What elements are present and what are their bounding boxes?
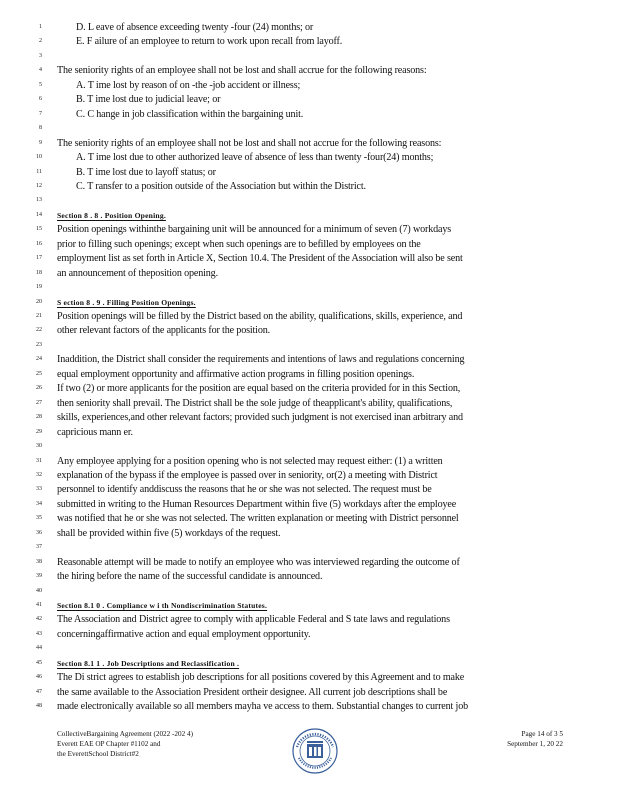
- footer-date: September 1, 20 22: [507, 740, 563, 748]
- document-line: [0, 642, 618, 655]
- document-line: [0, 382, 618, 395]
- line-text: equal employment opportunity and affirmative action programs in filling position openings.: [57, 368, 415, 380]
- line-text: the hiring before the name of the successful candidate is announced.: [57, 571, 323, 583]
- document-line: [0, 527, 618, 540]
- document-line: [0, 498, 618, 511]
- line-number: 36: [36, 529, 42, 536]
- document-line: [0, 122, 618, 135]
- line-text: other relevant factors of the applicants for the position.: [57, 325, 271, 337]
- line-number: 42: [36, 616, 42, 623]
- line-number: 28: [36, 414, 42, 421]
- document-line: [0, 686, 618, 699]
- line-number: 19: [36, 284, 42, 291]
- document-line: [0, 368, 618, 381]
- line-number: 12: [36, 182, 42, 189]
- line-number: 45: [36, 659, 42, 666]
- document-line: [0, 700, 618, 713]
- line-number: 14: [36, 211, 42, 218]
- line-number: 34: [36, 500, 42, 507]
- line-number: 2: [39, 38, 42, 45]
- document-line: [0, 512, 618, 525]
- line-number: 24: [36, 356, 42, 363]
- line-text: D. L eave of absence exceeding twenty -four (24) months; or: [76, 22, 314, 33]
- line-text: B. T ime lost due to judicial leave; or: [76, 94, 221, 106]
- document-line: [0, 108, 618, 121]
- document-line: [0, 180, 618, 193]
- document-line: [0, 324, 618, 337]
- line-number: 35: [36, 515, 42, 522]
- line-text: If two (2) or more applicants for the position are equal based on the criteria provided for in this Section,: [57, 383, 461, 395]
- footer-right: [507, 729, 563, 749]
- document-line: [0, 585, 618, 598]
- line-number: 30: [36, 443, 42, 450]
- document-line: [0, 166, 618, 179]
- line-text: personnel to identify anddiscuss the reasons that he or she was not selected. The request must be: [57, 484, 432, 496]
- document-line: [0, 223, 618, 236]
- line-text: C. C hange in job classification within the bargaining unit.: [76, 108, 304, 120]
- line-text: shall be provided within five (5) workdays of the request.: [57, 527, 281, 539]
- document-line: [0, 628, 618, 641]
- line-text: The Di strict agrees to establish job descriptions for all positions covered by this Agreement and to make: [57, 672, 465, 684]
- document-line: [0, 209, 618, 222]
- line-number: 39: [36, 573, 42, 580]
- line-number: 32: [36, 471, 42, 478]
- line-number: 48: [36, 703, 42, 710]
- line-number: 18: [36, 269, 42, 276]
- section-heading: S ection 8 . 9 . Filling Position Openings.: [57, 297, 196, 307]
- document-line: [0, 64, 618, 77]
- line-number: 4: [39, 67, 42, 74]
- line-number: 37: [36, 544, 42, 551]
- document-line: [0, 671, 618, 684]
- footer-district: the EverettSchool District#2: [57, 750, 139, 758]
- line-text: an announcement of theposition opening.: [57, 267, 218, 279]
- section-heading: Section 8.1 0 . Compliance w i th Nondiscrimination Statutes.: [57, 601, 268, 610]
- line-number: 33: [36, 486, 42, 493]
- line-number: 43: [36, 630, 42, 637]
- line-number: 10: [36, 154, 42, 161]
- line-text: Reasonable attempt will be made to notify an employee who was interviewed regarding the outcome of: [57, 556, 460, 568]
- line-number: 20: [36, 298, 42, 305]
- document-line: [0, 267, 618, 280]
- line-text: A. T ime lost due to other authorized leave of absence of less than twenty -four(24) months;: [76, 152, 434, 164]
- document-line: [0, 599, 618, 612]
- document-line: [0, 613, 618, 626]
- line-text: E. F ailure of an employee to return to work upon recall from layoff.: [76, 36, 343, 48]
- document-line: [0, 469, 618, 482]
- document-line: [0, 556, 618, 569]
- document-line: [0, 411, 618, 424]
- document-line: [0, 21, 618, 34]
- line-number: 47: [36, 688, 42, 695]
- line-number: 11: [36, 168, 42, 175]
- line-text: skills, experiences,and other relevant factors; provided such judgment is not exercised inan arbitrary and: [57, 412, 463, 424]
- document-line: [0, 310, 618, 323]
- line-text: capricious mann er.: [57, 426, 133, 438]
- document-line: [0, 541, 618, 554]
- line-text: was notified that he or she was not selected. The written explanation or meeting with District personnel: [57, 513, 459, 525]
- line-number: 41: [36, 602, 42, 608]
- line-number: 16: [36, 240, 42, 247]
- document-line: [0, 238, 618, 251]
- line-text: prior to filling such openings; except when such openings are to befilled by employees on the: [57, 238, 421, 250]
- footer-agreement-title: CollectiveBargaining Agreement (2022 -202 4): [57, 730, 193, 738]
- document-line: [0, 137, 618, 150]
- section-heading: Section 8 . 8 . Position Opening.: [57, 210, 166, 220]
- line-text: Position openings will be filled by the District based on the ability, qualifications, skills, experience, and: [57, 311, 463, 322]
- line-number: 27: [36, 399, 42, 406]
- document-line: [0, 339, 618, 352]
- line-number: 22: [36, 327, 42, 334]
- document-line: [0, 79, 618, 92]
- line-text: Any employee applying for a position opening who is not selected may request either: (1) a written: [57, 455, 443, 467]
- line-text: employment list as set forth in Article X, Section 10.4. The President of the Association will also be sent: [57, 253, 463, 265]
- line-number: 15: [36, 226, 42, 233]
- line-text: C. T ransfer to a position outside of the Association but within the District.: [76, 180, 366, 192]
- line-number: 8: [39, 125, 42, 132]
- footer-page-number: Page 14 of 3 5: [521, 730, 563, 738]
- line-number: 40: [36, 587, 42, 594]
- line-text: submitted in writing to the Human Resources Department within five (5) workdays after the employee: [57, 498, 457, 510]
- line-number: 38: [36, 558, 42, 565]
- line-text: The seniority rights of an employee shall not be lost and shall accrue for the following reasons:: [57, 65, 427, 77]
- line-number: 25: [36, 370, 42, 377]
- line-text: the same available to the Association President ortheir designee. All current job descriptions shall be: [57, 686, 448, 698]
- line-text: then seniority shall prevail. The District shall be the sole judge of theapplicant's ability, qualifications,: [57, 397, 453, 409]
- line-text: The seniority rights of an employee shall not be lost and shall not accrue for the following reasons:: [57, 137, 442, 149]
- document-line: [0, 296, 618, 309]
- line-text: concerningaffirmative action and equal employment opportunity.: [57, 628, 311, 640]
- document-line: [0, 353, 618, 366]
- section-heading: Section 8.1 1 . Job Descriptions and Reclassification .: [57, 658, 240, 668]
- line-text: The Association and District agree to comply with applicable Federal and S tate laws and regulations: [57, 614, 450, 626]
- line-number: 1: [39, 24, 42, 30]
- line-number: 23: [36, 341, 42, 348]
- line-number: 21: [36, 313, 42, 319]
- footer-chapter: Everett EAE OP Chapter #1102 and: [57, 740, 161, 748]
- line-number: 7: [39, 110, 42, 117]
- document-line: [0, 657, 618, 670]
- line-text: Position openings withinthe bargaining unit will be announced for a minimum of seven (7) workdays: [57, 224, 451, 236]
- document-line: [0, 426, 618, 439]
- document-line: [0, 483, 618, 496]
- footer-left: [57, 729, 193, 759]
- document-line: [0, 93, 618, 106]
- line-number: 5: [39, 81, 42, 88]
- document-line: [0, 440, 618, 453]
- line-number: 44: [36, 645, 42, 652]
- document-line: [0, 570, 618, 583]
- line-text: Inaddition, the District shall consider the requirements and intentions of laws and regulations concerning: [57, 354, 465, 366]
- line-text: made electronically available so all members mayha ve access to them. Substantial changes to current job: [57, 701, 468, 713]
- document-line: [0, 35, 618, 48]
- line-number: 3: [39, 52, 42, 59]
- document-line: [0, 194, 618, 207]
- line-number: 9: [39, 139, 42, 146]
- document-line: [0, 281, 618, 294]
- line-number: 13: [36, 197, 42, 204]
- line-number: 17: [36, 255, 42, 262]
- line-text: explanation of the bypass if the employee is passed over in seniority, or(2) a meeting with District: [57, 469, 438, 481]
- document-line: [0, 252, 618, 265]
- line-number: 46: [36, 674, 42, 681]
- line-text: A. T ime lost by reason of on -the -job accident or illness;: [76, 79, 301, 91]
- line-number: 26: [36, 385, 42, 392]
- line-number: 31: [36, 457, 42, 464]
- document-line: [0, 397, 618, 410]
- document-line: [0, 455, 618, 468]
- association-seal-icon: [291, 727, 339, 775]
- document-line: [0, 50, 618, 63]
- line-number: 29: [36, 428, 42, 435]
- line-text: B. T ime lost due to layoff status; or: [76, 166, 216, 178]
- document-line: [0, 151, 618, 164]
- line-number: 6: [39, 96, 42, 103]
